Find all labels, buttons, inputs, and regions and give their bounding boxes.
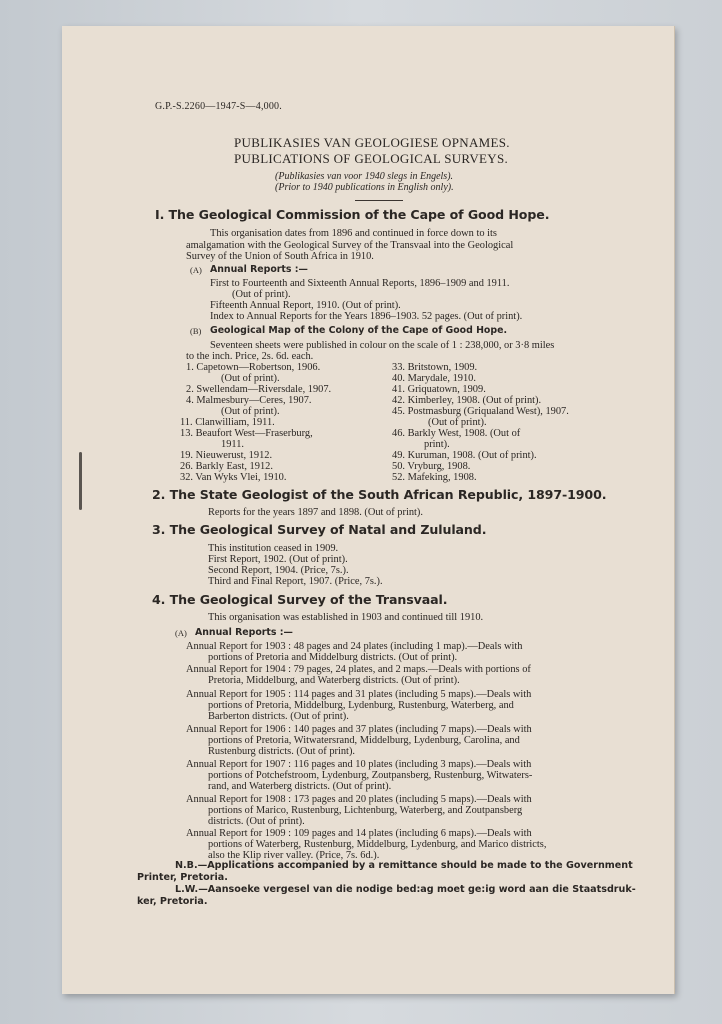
map-sheet-item: 4. Malmesbury—Ceres, 1907. bbox=[186, 395, 312, 406]
subsection-a-label: (A) bbox=[175, 628, 187, 638]
map-sheet-item: 11. Clanwilliam, 1911. bbox=[180, 417, 275, 428]
transvaal-report-line: rand, and Waterberg districts. (Out of print). bbox=[208, 781, 392, 792]
map-intro-line: to the inch. Price, 2s. 6d. each. bbox=[186, 351, 314, 362]
transvaal-report-line: Annual Report for 1908 : 173 pages and 20 plates (including 5 maps).—Deals with bbox=[186, 794, 532, 805]
map-sheet-item: 32. Van Wyks Vlei, 1910. bbox=[180, 472, 287, 483]
map-sheet-item: 42. Kimberley, 1908. (Out of print). bbox=[392, 395, 542, 406]
annual-report-line: (Out of print). bbox=[232, 289, 291, 300]
map-sheet-item: 45. Postmasburg (Griqualand West), 1907. bbox=[392, 406, 569, 417]
transvaal-report-line: Annual Report for 1905 : 114 pages and 31 plates (including 5 maps).—Deals with bbox=[186, 689, 532, 700]
section-2-line: Reports for the years 1897 and 1898. (Out of print). bbox=[208, 507, 423, 518]
section-4-intro: This organisation was established in 1903 and continued till 1910. bbox=[208, 612, 484, 623]
map-sheet-item: 52. Mafeking, 1908. bbox=[392, 472, 477, 483]
map-sheet-item: 50. Vryburg, 1908. bbox=[392, 461, 471, 472]
section-1-intro-line: amalgamation with the Geological Survey of the Transvaal into the Geological bbox=[186, 240, 514, 251]
section-1-heading: I. The Geological Commission of the Cape of Good Hope. bbox=[155, 207, 550, 222]
map-sheet-item: 26. Barkly East, 1912. bbox=[180, 461, 273, 472]
transvaal-report-line: Annual Report for 1906 : 140 pages and 37 plates (including 7 maps).—Deals with bbox=[186, 724, 532, 735]
subsection-b-label: (B) bbox=[190, 326, 202, 336]
transvaal-report-line: portions of Pretoria and Middelburg districts. (Out of print). bbox=[208, 652, 458, 663]
section-3-line: Second Report, 1904. (Price, 7s.). bbox=[208, 565, 349, 576]
title-rule bbox=[355, 200, 403, 201]
note-english: (Prior to 1940 publications in English only). bbox=[275, 182, 454, 193]
subsection-a-title: Annual Reports :— bbox=[210, 264, 308, 275]
transvaal-report-line: Rustenburg districts. (Out of print). bbox=[208, 746, 355, 757]
section-1-intro-line: This organisation dates from 1896 and continued in force down to its bbox=[210, 228, 497, 239]
map-sheet-item: (Out of print). bbox=[221, 406, 280, 417]
transvaal-report-line: Annual Report for 1904 : 79 pages, 24 plates, and 2 maps.—Deals with portions of bbox=[186, 664, 531, 675]
section-2-heading: 2. The State Geologist of the South African Republic, 1897-1900. bbox=[152, 487, 607, 502]
transvaal-report-line: portions of Marico, Rustenburg, Lichtenburg, Waterberg, and Zoutpansberg bbox=[208, 805, 523, 816]
nb-note-line: N.B.—Applications accompanied by a remittance should be made to the Government bbox=[175, 860, 633, 871]
print-reference: G.P.-S.2260—1947-S—4,000. bbox=[155, 101, 282, 112]
transvaal-report-line: portions of Waterberg, Rustenburg, Middelburg, Lydenburg, and Marico districts, bbox=[208, 839, 547, 850]
map-intro-line: Seventeen sheets were published in colour on the scale of 1 : 238,000, or 3·8 miles bbox=[210, 340, 555, 351]
title-afrikaans: PUBLIKASIES VAN GEOLOGIESE OPNAMES. bbox=[234, 135, 510, 150]
section-1-intro-line: Survey of the Union of South Africa in 1910. bbox=[186, 251, 374, 262]
section-3-line: This institution ceased in 1909. bbox=[208, 543, 339, 554]
map-sheet-item: 41. Griquatown, 1909. bbox=[392, 384, 486, 395]
section-3-line: Third and Final Report, 1907. (Price, 7s.). bbox=[208, 576, 383, 587]
map-sheet-item: print). bbox=[424, 439, 450, 450]
transvaal-report-line: Pretoria, Middelburg, and Waterberg districts. (Out of print). bbox=[208, 675, 460, 686]
map-sheet-item: 2. Swellendam—Riversdale, 1907. bbox=[186, 384, 332, 395]
transvaal-report-line: Barberton districts. (Out of print). bbox=[208, 711, 349, 722]
transvaal-report-line: Annual Report for 1907 : 116 pages and 10 plates (including 3 maps).—Deals with bbox=[186, 759, 532, 770]
map-sheet-item: 46. Barkly West, 1908. (Out of bbox=[392, 428, 521, 439]
map-sheet-item: 13. Beaufort West—Fraserburg, bbox=[180, 428, 313, 439]
lw-note-line: ker, Pretoria. bbox=[137, 896, 208, 907]
note-afrikaans: (Publikasies van voor 1940 slegs in Engels). bbox=[275, 171, 454, 182]
subsection-a-label: (A) bbox=[190, 265, 202, 275]
transvaal-report-line: portions of Pretoria, Witwatersrand, Middelburg, Lydenburg, Carolina, and bbox=[208, 735, 520, 746]
section-3-heading: 3. The Geological Survey of Natal and Zululand. bbox=[152, 522, 487, 537]
map-sheet-item: 1. Capetown—Robertson, 1906. bbox=[186, 362, 321, 373]
lw-note-line: L.W.—Aansoeke vergesel van die nodige bed:ag moet ge:ig word aan die Staatsdruk- bbox=[175, 884, 636, 895]
map-sheet-item: 33. Britstown, 1909. bbox=[392, 362, 478, 373]
section-4-heading: 4. The Geological Survey of the Transvaal. bbox=[152, 592, 448, 607]
staple bbox=[79, 452, 82, 510]
map-sheet-item: (Out of print). bbox=[428, 417, 487, 428]
map-sheet-item: 40. Marydale, 1910. bbox=[392, 373, 476, 384]
map-sheet-item: 19. Nieuwerust, 1912. bbox=[180, 450, 273, 461]
annual-report-line: Fifteenth Annual Report, 1910. (Out of print). bbox=[210, 300, 401, 311]
transvaal-report-line: Annual Report for 1903 : 48 pages and 24 plates (including 1 map).—Deals with bbox=[186, 641, 523, 652]
transvaal-report-line: portions of Potchefstroom, Lydenburg, Zoutpansberg, Rustenburg, Witwaters- bbox=[208, 770, 533, 781]
transvaal-report-line: portions of Pretoria, Middelburg, Lydenburg, Rustenburg, Waterberg, and bbox=[208, 700, 514, 711]
map-sheet-item: 49. Kuruman, 1908. (Out of print). bbox=[392, 450, 537, 461]
title-english: PUBLICATIONS OF GEOLOGICAL SURVEYS. bbox=[234, 151, 509, 166]
transvaal-report-line: Annual Report for 1909 : 109 pages and 14 plates (including 6 maps).—Deals with bbox=[186, 828, 532, 839]
transvaal-report-line: districts. (Out of print). bbox=[208, 816, 305, 827]
subsection-b-title: Geological Map of the Colony of the Cape of Good Hope. bbox=[210, 325, 508, 336]
annual-report-line: First to Fourteenth and Sixteenth Annual Reports, 1896–1909 and 1911. bbox=[210, 278, 510, 289]
nb-note-line: Printer, Pretoria. bbox=[137, 872, 228, 883]
map-sheet-item: 1911. bbox=[221, 439, 244, 450]
transvaal-report-line: also the Klip river valley. (Price, 7s. 6d.). bbox=[208, 850, 380, 861]
map-sheet-item: (Out of print). bbox=[221, 373, 280, 384]
subsection-a-title: Annual Reports :— bbox=[195, 627, 293, 638]
annual-report-line: Index to Annual Reports for the Years 1896–1903. 52 pages. (Out of print). bbox=[210, 311, 523, 322]
section-3-line: First Report, 1902. (Out of print). bbox=[208, 554, 348, 565]
